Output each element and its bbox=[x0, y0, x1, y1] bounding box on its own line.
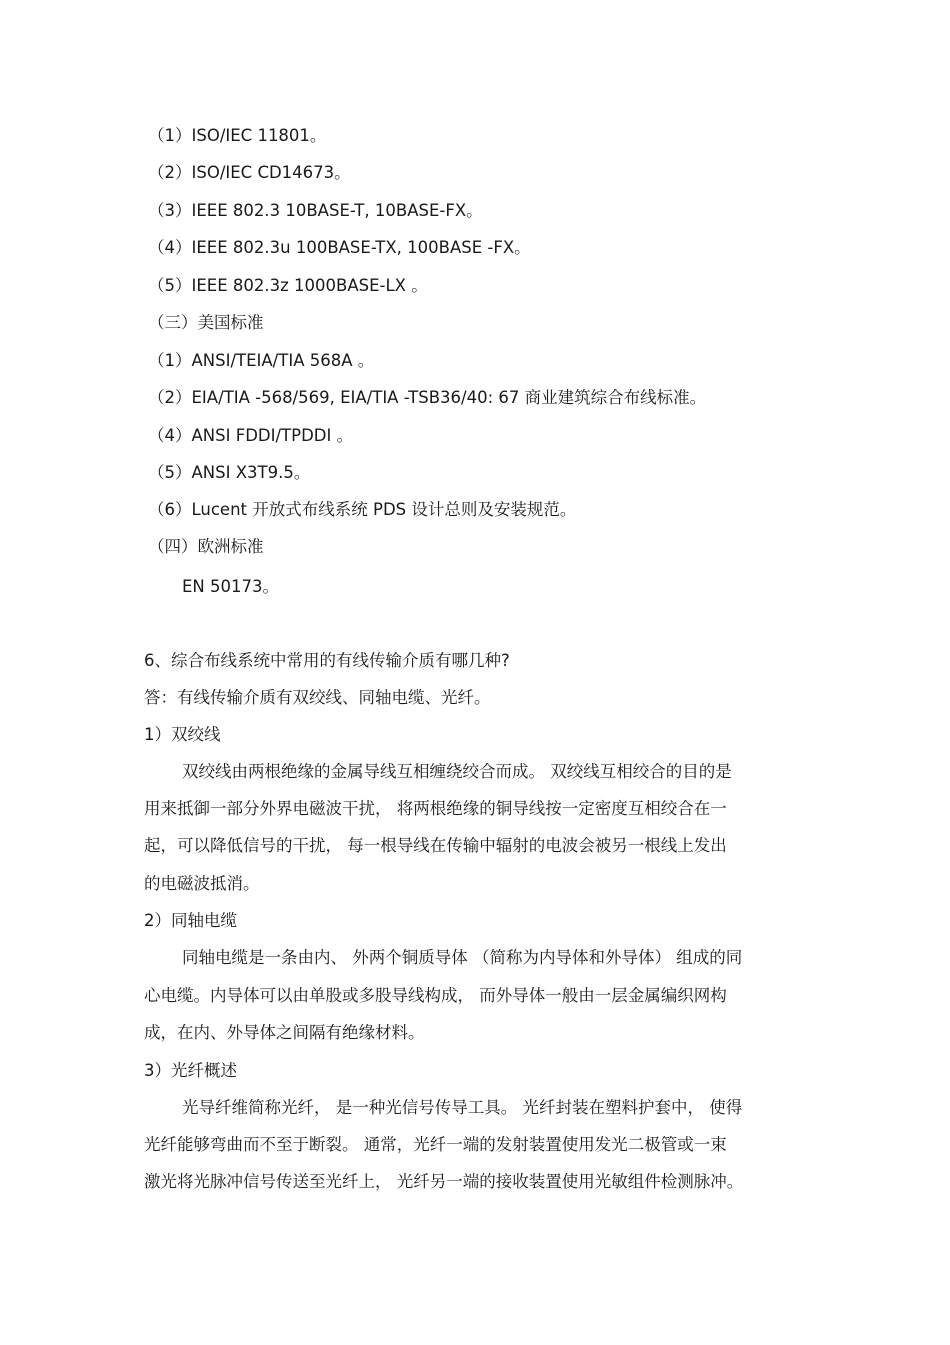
standard-item: （5）ANSI X3T9.5。 bbox=[148, 463, 311, 482]
answer-text: 答：有线传输介质有双绞线、同轴电缆、光纤。 bbox=[144, 688, 491, 707]
standard-item: EN 50173。 bbox=[182, 577, 280, 596]
standard-item: （2）ISO/IEC CD14673。 bbox=[148, 163, 351, 182]
paragraph-line: 激光将光脉冲信号传送至光纤上， 光纤另一端的接收装置使用光敏组件检测脉冲。 bbox=[144, 1172, 744, 1191]
subheading-fiber: 3）光纤概述 bbox=[144, 1061, 237, 1080]
standard-item: （5）IEEE 802.3z 1000BASE-LX 。 bbox=[148, 276, 428, 295]
paragraph-line: 用来抵御一部分外界电磁波干扰， 将两根绝缘的铜导线按一定密度互相绞合在一 bbox=[144, 799, 727, 818]
standard-item: （6）Lucent 开放式布线系统 PDS 设计总则及安装规范。 bbox=[148, 500, 577, 519]
paragraph-line: 同轴电缆是一条由内、 外两个铜质导体 （简称为内导体和外导体） 组成的同 bbox=[182, 948, 743, 967]
standard-item: （3）IEEE 802.3 10BASE-T, 10BASE-FX。 bbox=[148, 201, 483, 220]
standard-item: （1）ISO/IEC 11801。 bbox=[148, 126, 327, 145]
paragraph-line: 光导纤维简称光纤， 是一种光信号传导工具。 光纤封装在塑料护套中， 使得 bbox=[182, 1098, 743, 1117]
subheading-twisted-pair: 1）双绞线 bbox=[144, 725, 221, 744]
standard-item: （4）IEEE 802.3u 100BASE-TX, 100BASE -FX。 bbox=[148, 238, 531, 257]
paragraph-line: 双绞线由两根绝缘的金属导线互相缠绕绞合而成。 双绞线互相绞合的目的是 bbox=[182, 762, 732, 781]
paragraph-line: 的电磁波抵消。 bbox=[144, 874, 260, 893]
paragraph-line: 起，可以降低信号的干扰， 每一根导线在传输中辐射的电波会被另一根线上发出 bbox=[144, 836, 727, 855]
paragraph-line: 心电缆。内导体可以由单股或多股导线构成， 而外导体一般由一层金属编织网构 bbox=[144, 986, 727, 1005]
standard-item: （1）ANSI/TEIA/TIA 568A 。 bbox=[148, 351, 375, 370]
section-heading-us: （三）美国标准 bbox=[148, 313, 264, 332]
standard-item: （2）EIA/TIA -568/569, EIA/TIA -TSB36/40: 67 商业建筑综合布线标准。 bbox=[148, 388, 707, 407]
subheading-coax: 2）同轴电缆 bbox=[144, 911, 237, 930]
paragraph-line: 光纤能够弯曲而不至于断裂。 通常，光纤一端的发射装置使用发光二极管或一束 bbox=[144, 1135, 727, 1154]
paragraph-line: 成，在内、外导体之间隔有绝缘材料。 bbox=[144, 1023, 425, 1042]
standard-item: （4）ANSI FDDI/TPDDI 。 bbox=[148, 426, 354, 445]
section-heading-eu: （四）欧洲标准 bbox=[148, 537, 264, 556]
question-text: 6、综合布线系统中常用的有线传输介质有哪几种? bbox=[144, 651, 510, 670]
